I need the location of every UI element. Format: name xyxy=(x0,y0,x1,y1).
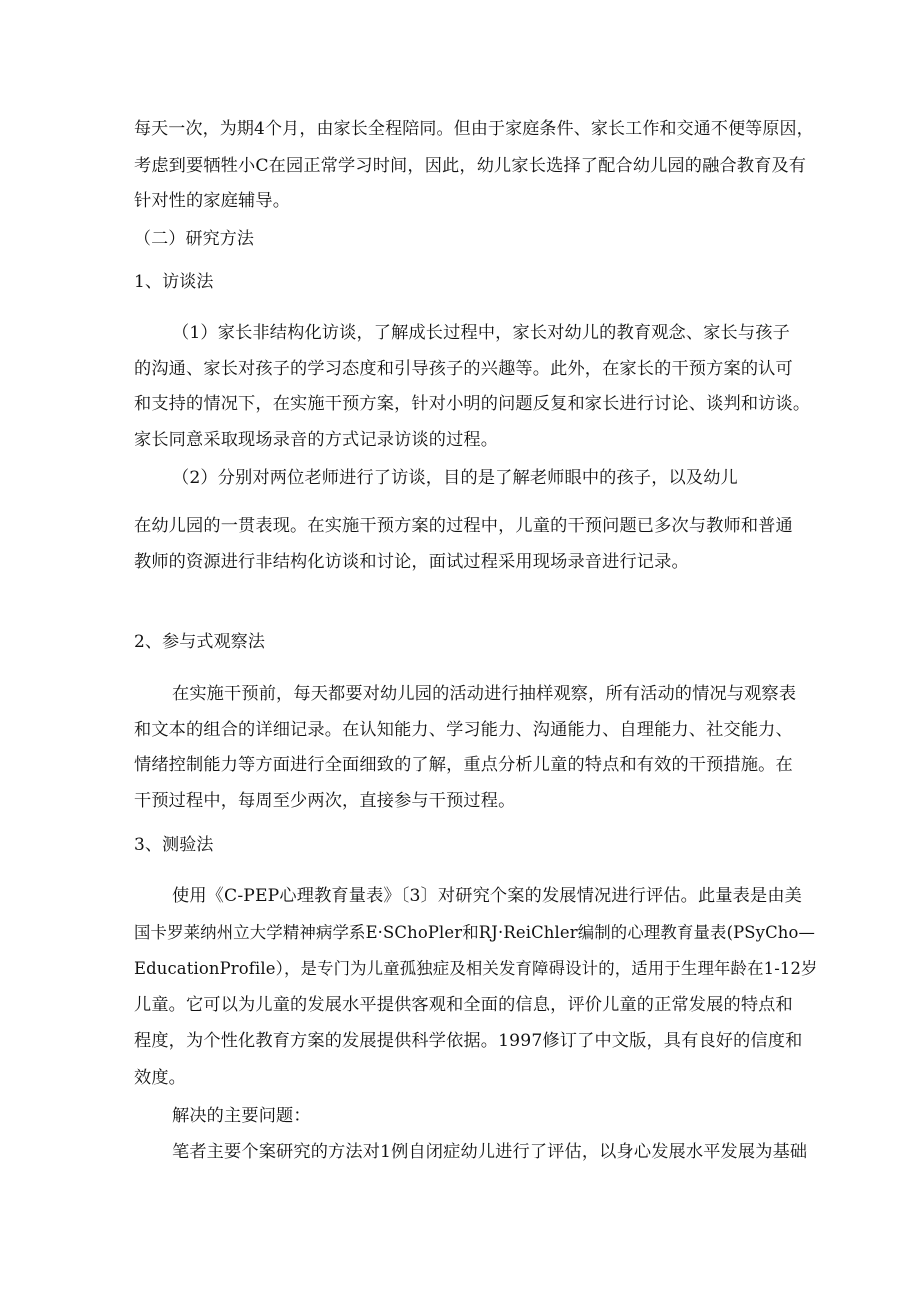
method1-para1-line: 的沟通、家长对孩子的学习态度和引导孩子的兴趣等。此外，在家长的干预方案的认可 xyxy=(134,359,793,379)
method1-para1-line: 和支持的情况下，在实施干预方案，针对小明的问题反复和家长进行讨论、谈判和访谈。 xyxy=(134,394,811,414)
intro-line: 考虑到要牺牲小C在园正常学习时间，因此，幼儿家长选择了配合幼儿园的融合教育及有 xyxy=(134,156,807,176)
method3-para-line: 效度。 xyxy=(134,1068,187,1088)
intro-line: 针对性的家庭辅导。 xyxy=(134,191,291,211)
method2-para-line: 和文本的组合的详细记录。在认知能力、学习能力、沟通能力、自理能力、社交能力、 xyxy=(134,720,793,740)
method2-para-line: 干预过程中，每周至少两次，直接参与干预过程。 xyxy=(134,791,516,811)
method1-para2-line: （2）分别对两位老师进行了访谈，目的是了解老师眼中的孩子，以及幼儿 xyxy=(172,468,738,488)
intro-line: 每天一次，为期4个月，由家长全程陪同。但由于家庭条件、家长工作和交通不便等原因， xyxy=(134,119,814,139)
problems-para-line: 笔者主要个案研究的方法对1例自闭症幼儿进行了评估，以身心发展水平发展为基础 xyxy=(172,1142,808,1162)
method3-heading: 3、测验法 xyxy=(134,835,214,855)
method1-heading: 1、访谈法 xyxy=(134,272,214,292)
method2-heading: 2、参与式观察法 xyxy=(134,632,266,652)
method3-para-line: 国卡罗莱纳州立大学精神病学系E·SChoPler和RJ·ReiChler编制的心理教育量表(PSyCho— xyxy=(134,923,816,942)
method1-para1-line: 家长同意采取现场录音的方式记录访谈的过程。 xyxy=(134,430,499,450)
method1-para1-line: （1）家长非结构化访谈，了解成长过程中，家长对幼儿的教育观念、家长与孩子 xyxy=(172,323,790,343)
method1-para2-line: 教师的资源进行非结构化访谈和讨论，面试过程采用现场录音进行记录。 xyxy=(134,552,689,572)
method3-para-line: 儿童。它可以为儿童的发展水平提供客观和全面的信息，评价儿童的正常发展的特点和 xyxy=(134,995,793,1015)
method2-para-line: 在实施干预前，每天都要对幼儿园的活动进行抽样观察，所有活动的情况与观察表 xyxy=(172,684,797,704)
method3-para-line: 使用《C-PEP心理教育量表》〔3〕对研究个案的发展情况进行评估。此量表是由美 xyxy=(172,886,803,906)
method1-para2-line: 在幼儿园的一贯表现。在实施干预方案的过程中，儿童的干预问题已多次与教师和普通 xyxy=(134,516,793,536)
section-title: （二）研究方法 xyxy=(134,229,255,249)
method3-para-line: 程度，为个性化教育方案的发展提供科学依据。1997修订了中文版，具有良好的信度和 xyxy=(134,1031,803,1051)
problems-heading: 解决的主要问题： xyxy=(172,1106,311,1126)
method3-para-line: EducationProfile），是专门为儿童孤独症及相关发育障碍设计的，适用于生理年龄在1-12岁 xyxy=(134,959,818,978)
method2-para-line: 情绪控制能力等方面进行全面细致的了解，重点分析儿童的特点和有效的干预措施。在 xyxy=(134,755,793,775)
